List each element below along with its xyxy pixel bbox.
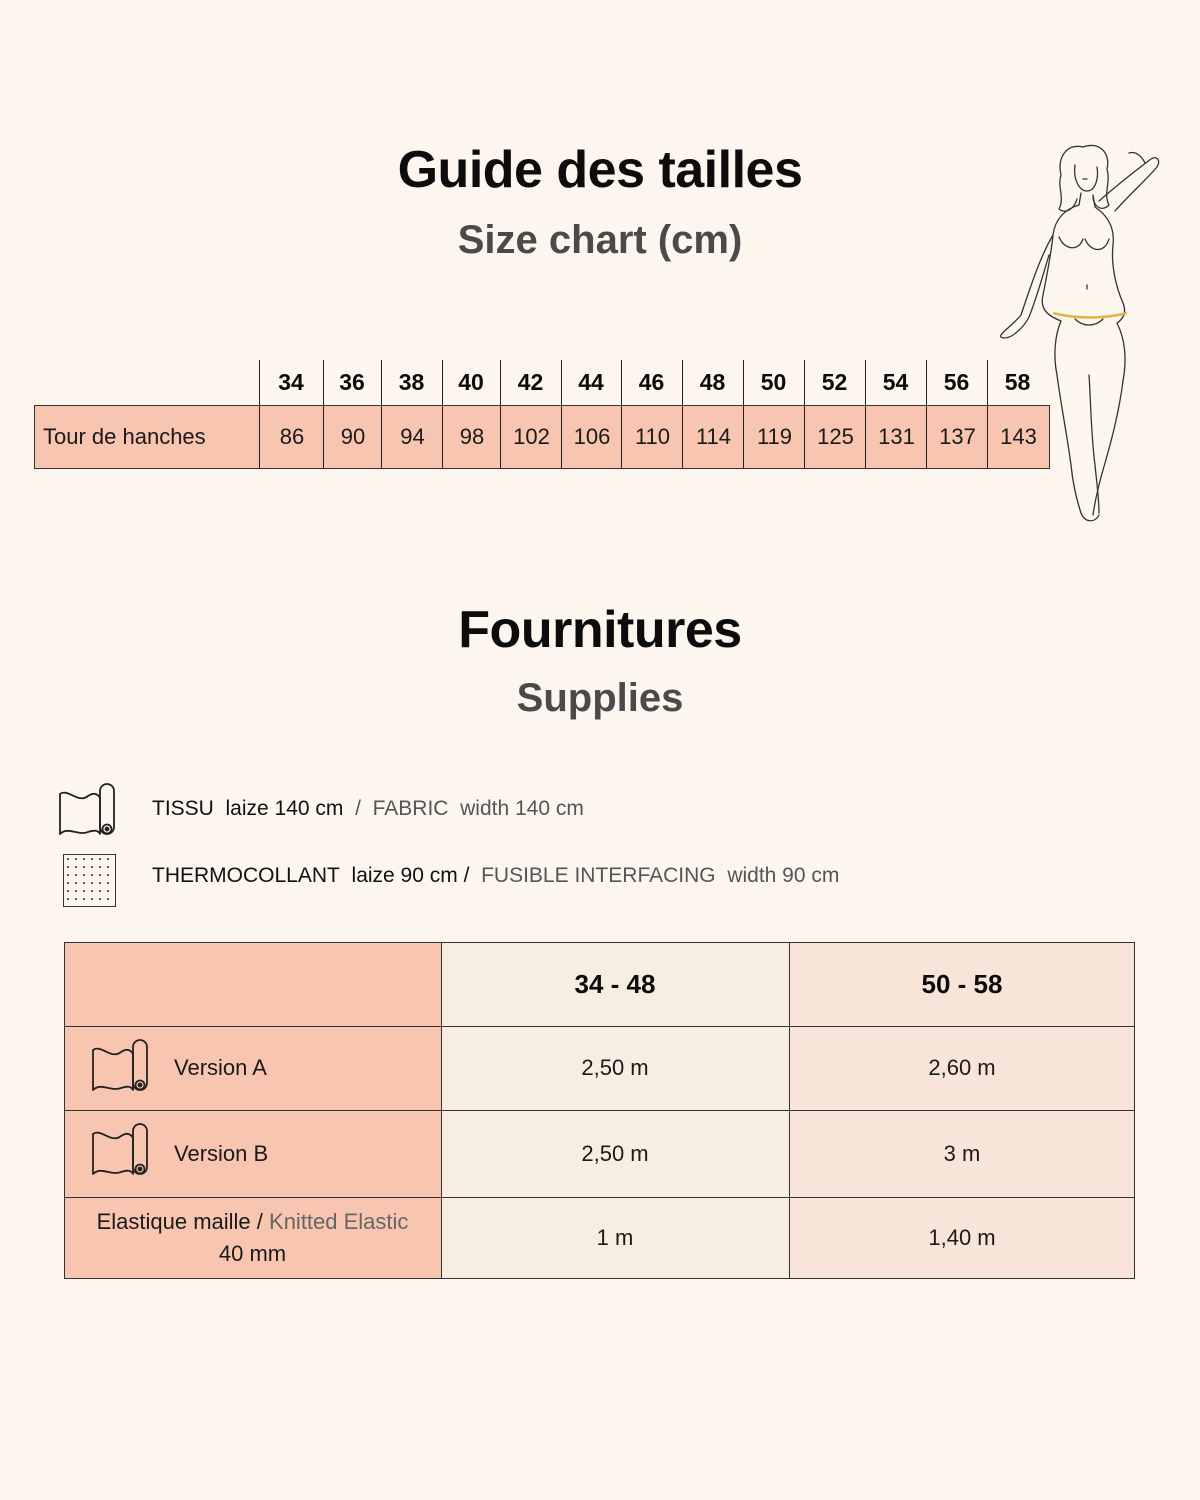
size-header: 58 [1004,368,1031,395]
fabric-en-name: FABRIC [372,797,449,820]
size-header: 46 [638,368,665,395]
table-divider [441,942,442,1279]
version-a-range-a: 2,50 m [581,1055,649,1080]
hip-value-cell: 137 [939,424,976,449]
size-header: 36 [339,368,365,395]
column-separator [259,360,260,468]
size-chart-table [34,360,1050,468]
elastic-label [64,1198,441,1278]
hip-value-cell: 110 [634,424,671,449]
hip-value-cell: 102 [513,424,550,449]
header-range-a: 34 - 48 [574,968,656,999]
version-b-range-b: 3 m [943,1141,981,1166]
size-header: 52 [821,368,848,395]
column-separator [743,360,744,468]
column-separator [381,360,382,468]
supplies-title: Fournitures [458,601,742,659]
interfacing-line [152,864,839,888]
table-divider [789,942,790,1279]
size-header: 48 [699,368,726,395]
fabric-en-width: width 140 cm [460,797,584,820]
version-a-range-b: 2,60 m [928,1055,996,1080]
fabric-fr-width: laize 140 cm [225,797,344,820]
size-guide-subtitle: Size chart (cm) [457,218,743,262]
hip-value-cell: 90 [340,424,366,449]
column-separator [987,360,988,468]
table-border [64,942,65,1279]
fabric-roll-icon [91,1122,153,1180]
column-separator [323,360,324,468]
size-header: 54 [882,368,909,395]
size-header: 56 [943,368,970,395]
table-divider [64,1197,1135,1198]
column-separator [682,360,683,468]
header-range-b: 50 - 58 [921,968,1003,999]
elastic-size: 40 mm [218,1241,287,1266]
column-separator [442,360,443,468]
column-separator [926,360,927,468]
table-divider [64,1110,1135,1111]
interfacing-en-name: FUSIBLE INTERFACING [481,864,716,887]
interfacing-swatch-icon [63,854,116,907]
hip-value-cell: 86 [279,424,305,449]
supplies-subtitle: Supplies [516,676,684,720]
version-a-label: Version A [174,1055,267,1080]
size-header: 50 [760,368,787,395]
fabric-roll-icon [58,782,120,840]
hip-row [34,405,1050,469]
interfacing-fr-width: laize 90 cm / [351,864,470,887]
size-guide-title: Guide des tailles [397,141,803,199]
fabric-separator: / [355,797,361,820]
woman-figure-icon [995,135,1175,530]
hip-value-cell: 131 [878,424,915,449]
hip-value-cell: 94 [400,424,425,449]
elastic-label-fr: Elastique maille / [96,1209,263,1234]
hip-value-cell: 143 [1000,424,1037,449]
column-separator [804,360,805,468]
size-header: 34 [278,368,304,395]
version-b-label: Version B [174,1141,269,1166]
hip-value-cell: 98 [459,424,485,449]
version-b-range-a: 2,50 m [581,1141,649,1166]
table-border [1134,942,1135,1279]
hip-value-cell: 106 [573,424,611,449]
fabric-roll-icon [91,1038,153,1096]
hip-value-cell: 114 [695,424,732,449]
size-header: 44 [578,368,604,395]
column-separator [621,360,622,468]
size-header: 38 [398,368,425,395]
hip-measure-line [1053,313,1127,318]
hip-value-cell: 125 [817,424,854,449]
column-separator [500,360,501,468]
fabric-fr-name: TISSU [152,797,214,820]
supplies-table [64,942,1135,1279]
fabric-line [152,797,584,821]
column-separator [865,360,866,468]
elastic-label-en: Knitted Elastic [269,1209,409,1234]
size-header: 42 [517,368,544,395]
hip-value-cell: 119 [756,424,793,449]
elastic-range-a: 1 m [596,1225,634,1250]
size-header: 40 [458,368,484,395]
hip-row-label: Tour de hanches [43,424,206,449]
column-separator [561,360,562,468]
table-border [64,942,1135,943]
table-border [64,1278,1135,1279]
table-divider [64,1026,1135,1027]
interfacing-en-width: width 90 cm [727,864,840,887]
elastic-range-b: 1,40 m [928,1225,996,1250]
interfacing-fr-name: THERMOCOLLANT [152,864,340,887]
